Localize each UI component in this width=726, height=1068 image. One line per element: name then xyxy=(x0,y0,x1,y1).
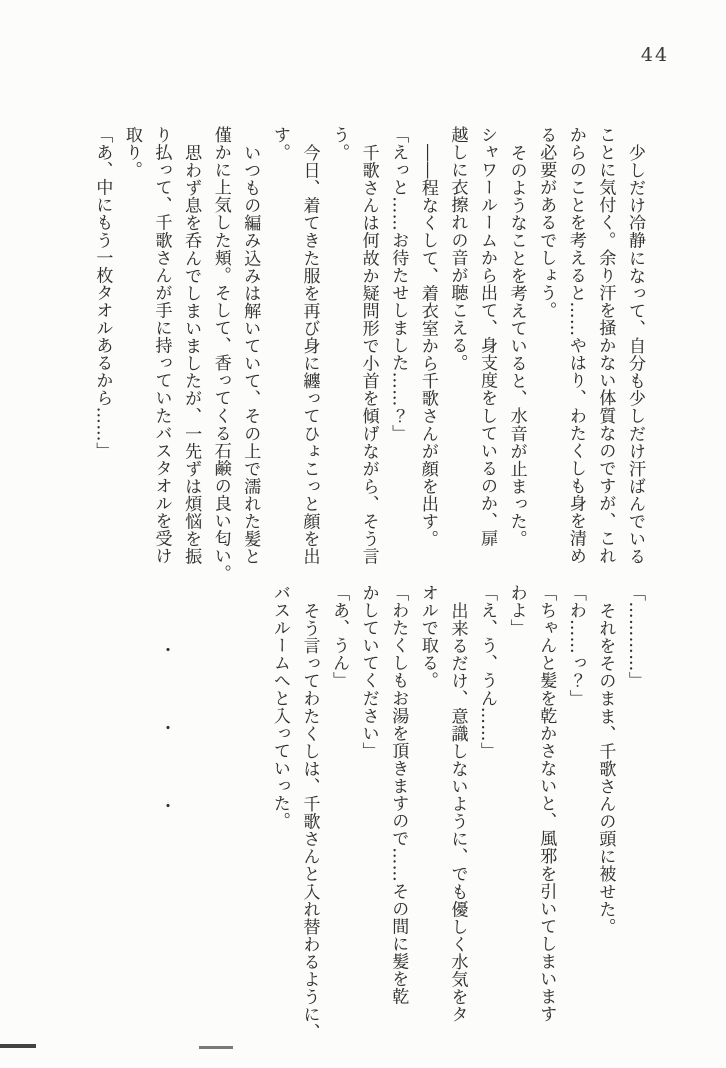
text-line: シャワールームから出て、身支度をしているのか、扉 xyxy=(477,126,498,548)
text-line: 僅かに上気した頬。そして、香ってくる石鹸の良い匂い。 xyxy=(210,126,231,583)
text-line: 「えっと……お待たせしました……？」 xyxy=(388,126,409,442)
scan-edge-artifact xyxy=(0,1044,36,1048)
text-line: それをそのまま、千歌さんの頭に被せた。 xyxy=(595,601,616,935)
text-line: 「…………」 xyxy=(625,584,645,690)
text-line: 出来るだけ、意識しないように、でも優しく水気をタ xyxy=(447,601,468,1023)
text-line: 取り。 xyxy=(121,126,142,179)
text-line: かしていてください」 xyxy=(358,584,379,760)
page-number: 44 xyxy=(640,44,670,66)
scene-break-dot: ・ xyxy=(159,797,177,817)
scene-break-dot: ・ xyxy=(159,719,177,739)
text-line: 「あ、うん」 xyxy=(329,584,350,690)
text-line: バスルームへと入っていった。 xyxy=(269,584,290,830)
text-line: 越しに衣擦れの音が聴こえる。 xyxy=(447,126,468,372)
text-line: わよ」 xyxy=(506,584,527,637)
text-line: る必要があるでしょう。 xyxy=(536,126,557,320)
text-line: ことに気付く。余り汗を掻かない体質なのですが、これ xyxy=(595,126,616,565)
text-line: 「あ、中にもう一枚タオルあるから……」 xyxy=(92,126,113,460)
text-line: 「ちゃんと髪を乾かさないと、風邪を引いてしまいます xyxy=(536,584,557,1023)
scene-break-dot: ・ xyxy=(159,641,177,661)
scan-edge-artifact xyxy=(199,1046,233,1049)
scene-break xyxy=(155,636,181,817)
text-line: 思わず息を呑んでしまいましたが、一先ずは煩悩を振 xyxy=(181,143,202,565)
text-line: そう言ってわたくしは、千歌さんと入れ替わるように、 xyxy=(299,601,320,1041)
text-line: り払って、千歌さんが手に持っていたバスタオルを受け xyxy=(151,126,172,565)
text-line: いつもの編み込みは解いていて、その上で濡れた髪と xyxy=(240,143,261,565)
text-line: う。 xyxy=(329,126,350,162)
text-line: ――程なくして、着衣室から千歌さんが顔を出す。 xyxy=(417,143,438,548)
text-line: 「え、う、うん……」 xyxy=(477,584,498,760)
text-line: 「わ……っ？」 xyxy=(565,584,586,707)
text-line: す。 xyxy=(269,126,290,162)
text-line: 「わたくしもお湯を頂きますので……その間に髪を乾 xyxy=(388,584,409,1006)
text-line: からのことを考えると……やはり、わたくしも身を清め xyxy=(565,126,586,565)
text-line: 今日、着てきた服を再び身に纏ってひょこっと顔を出 xyxy=(299,143,320,565)
text-line: そのようなことを考えていると、水音が止まった。 xyxy=(506,143,527,548)
text-line: 千歌さんは何故か疑問形で小首を傾げながら、そう言 xyxy=(358,143,379,565)
text-block-bottom xyxy=(253,584,649,1050)
text-block-top xyxy=(83,126,649,600)
text-line: 少しだけ冷静になって、自分も少しだけ汗ばんでいる xyxy=(625,143,645,565)
text-line: オルで取る。 xyxy=(417,584,438,690)
